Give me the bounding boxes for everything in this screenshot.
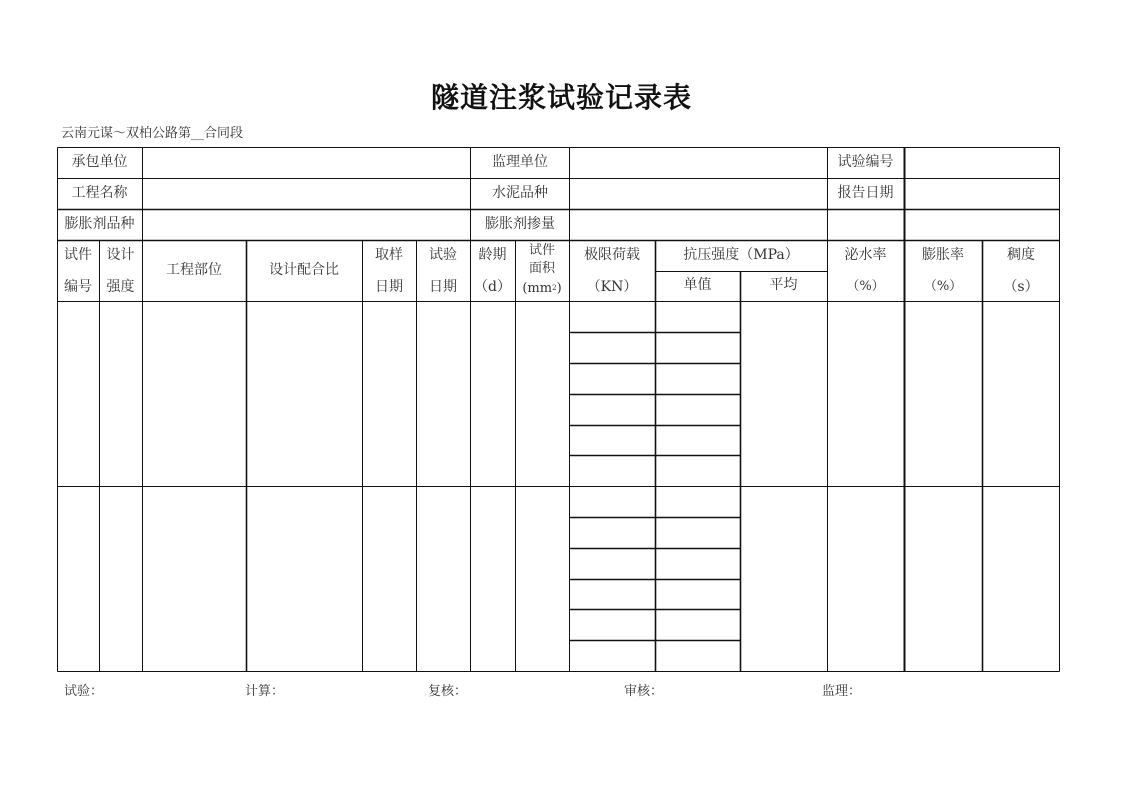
col-compressive-strength: 抗压强度（MPa） — [683, 246, 799, 263]
label-supervisor: 监理单位 — [492, 153, 548, 170]
label-test-no: 试验编号 — [837, 153, 894, 170]
area-unit-exponent: 2 — [552, 284, 557, 293]
label-expander: 膨胀剂品种 — [64, 215, 135, 232]
col-bleeding-line2: （%） — [846, 279, 885, 295]
label-contractor: 承包单位 — [71, 153, 128, 170]
col-consistency-line1: 稠度 — [1007, 246, 1035, 263]
col-sample-date-line1: 取样 — [375, 246, 403, 263]
contract-section: 云南元谋～双柏公路第__合同段 — [61, 126, 244, 141]
footer-tester: 试验： — [64, 684, 104, 699]
label-project: 工程名称 — [71, 184, 128, 201]
col-age-line1: 龄期 — [478, 246, 507, 263]
area-unit-text: (mm — [522, 280, 553, 296]
col-specimen-no-line1: 试件 — [64, 246, 92, 263]
col-area-line3 — [515, 279, 569, 299]
col-age-line2: （d） — [474, 278, 511, 295]
col-expansion-line2: （%） — [923, 279, 963, 295]
record-table — [57, 147, 1060, 672]
col-area-line2: 面积 — [528, 260, 555, 276]
col-load-line1: 极限荷载 — [584, 246, 640, 263]
label-report-date: 报告日期 — [837, 184, 894, 201]
col-consistency-line2: （s） — [1003, 278, 1039, 295]
page-title: 隧道注浆试验记录表 — [430, 81, 692, 114]
col-specimen-no-line2: 编号 — [64, 278, 92, 295]
footer-audit: 审核： — [624, 684, 664, 699]
col-project-part: 工程部位 — [166, 261, 222, 278]
col-design-mix: 设计配合比 — [269, 261, 339, 278]
footer-calc: 计算： — [245, 684, 285, 699]
footer-review: 复核： — [428, 684, 468, 699]
col-sample-date-line2: 日期 — [375, 278, 403, 295]
col-area-line1: 试件 — [528, 242, 555, 258]
col-design-strength-line2: 强度 — [106, 278, 135, 295]
col-load-line2: （KN） — [586, 278, 638, 295]
footer-supervise: 监理： — [822, 684, 862, 699]
col-test-date-line2: 日期 — [429, 278, 457, 295]
col-expansion-line1: 膨胀率 — [922, 246, 964, 263]
col-design-strength-line1: 设计 — [106, 246, 135, 263]
label-expander-dose: 膨胀剂掺量 — [485, 215, 555, 232]
col-single-value: 单值 — [683, 277, 712, 294]
col-bleeding-line1: 泌水率 — [844, 246, 887, 263]
label-cement: 水泥品种 — [492, 184, 548, 201]
col-average: 平均 — [769, 277, 798, 294]
col-test-date-line1: 试验 — [429, 246, 457, 263]
area-unit-close: ) — [556, 280, 562, 296]
